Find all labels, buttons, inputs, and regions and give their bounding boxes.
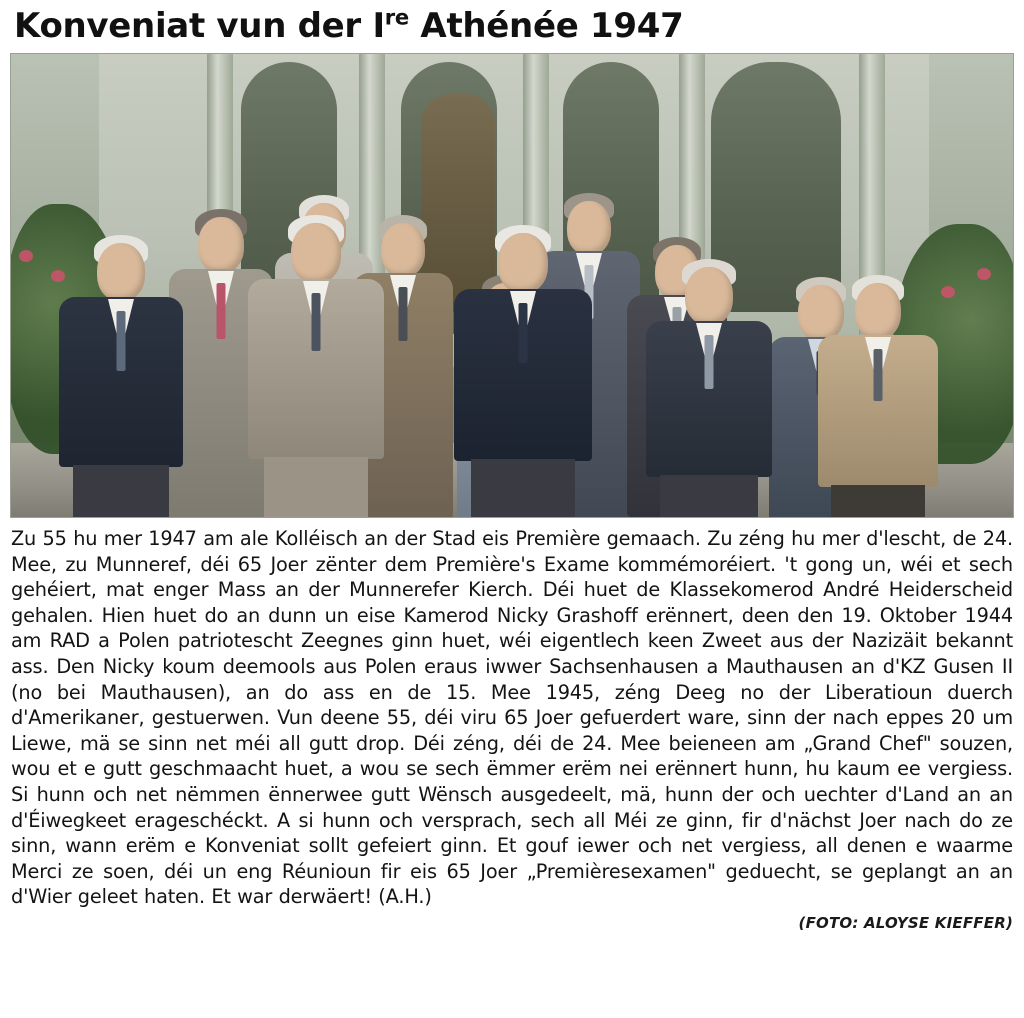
page-title: [10, 0, 1014, 53]
person-front-4: [639, 227, 779, 517]
article-paragraph: Zu 55 hu mer 1947 am ale Kolléisch an der Stad eis Première gemaach. Zu zéng hu mer d'lescht, de 24. Mee, zu Munneref, déi 65 Joer zënter dem Première's Exame kommémoréiert. 't gong un, wéi et sech gehéiert, mat enger Mass an der Munnerefer Kierch. Déi huet de Klassekomerod André Heiderscheid gehalen. Hien huet do an dunn un eise Kamerod Nicky Grashoff erënnert, deen den 19. Oktober 1944 am RAD a Polen patriotescht Zeegnes ginn huet, wéi eigentlech keen Zweet aus der Nazizäit bekannt ass. Den Nicky koum deemools aus Polen eraus iwwer Sachsenhausen a Mauthausen an d'KZ Gusen II (no bei Mauthausen), an do ass en de 15. Mee 1945, zéng Deeg no der Liberatioun duerch d'Amerikaner, gestuerwen. Vun deene 55, déi viru 65 Joer gefuerdert ware, sinn der nach eppes 20 um Liewe, mä se sinn net méi all gutt drop. Déi zéng, déi de 24. Mee beieneen am „Grand Chef" souzen, wou et e gutt geschmaacht huet, a wou se sech ëmmer erëm nei erënnert hunn, hu kaum ee vergiess. Si hunn och net nëmmen ënnerwee gutt Wënsch ausgedeelt, mä, hunn der och uechter d'Land an an d'Éiwegkeet erageschéckt. A si hunn och versprach, sech all Méi ze ginn, fir d'nächst Joer nach do ze sinn, wann erëm e Konveniat sollt gefeiert ginn. Et gouf iewer och net vergiess, all denen e waarme Merci ze soen, déi un eng Réunioun fir eis 65 Joer „Premièresexamen" geduecht, se geplangt an an d'Wier geleet haten. Et war derwäert! (A.H.): [11, 527, 1013, 909]
person-front-1: [51, 217, 191, 517]
legs: [660, 475, 758, 517]
legs: [73, 465, 169, 518]
head: [291, 223, 341, 283]
flower: [977, 268, 991, 280]
tie: [217, 283, 226, 339]
head: [685, 267, 733, 325]
tie: [705, 335, 714, 389]
head: [498, 233, 548, 293]
head: [198, 217, 244, 273]
head: [97, 243, 145, 301]
legs: [264, 457, 368, 517]
flower: [19, 250, 33, 262]
tie: [399, 287, 408, 341]
tie: [312, 293, 321, 351]
person-front-3: [447, 211, 599, 517]
head: [855, 283, 901, 339]
person-front-2: [241, 207, 391, 517]
tie: [519, 303, 528, 363]
legs: [471, 459, 575, 517]
headline-text-part-2: Athénée 1947: [408, 6, 684, 46]
person-front-5: [811, 237, 945, 517]
photo-credit: (FOTO: ALOYSE KIEFFER): [798, 913, 1013, 932]
headline-text-part-1: Konveniat vun der I: [14, 6, 385, 46]
legs: [831, 485, 925, 518]
headline-superscript: re: [384, 4, 409, 30]
article-photo: [10, 53, 1014, 518]
photo-scene: [11, 54, 1013, 517]
article-body: [11, 526, 1013, 910]
tie: [117, 311, 126, 371]
tie: [874, 349, 883, 401]
